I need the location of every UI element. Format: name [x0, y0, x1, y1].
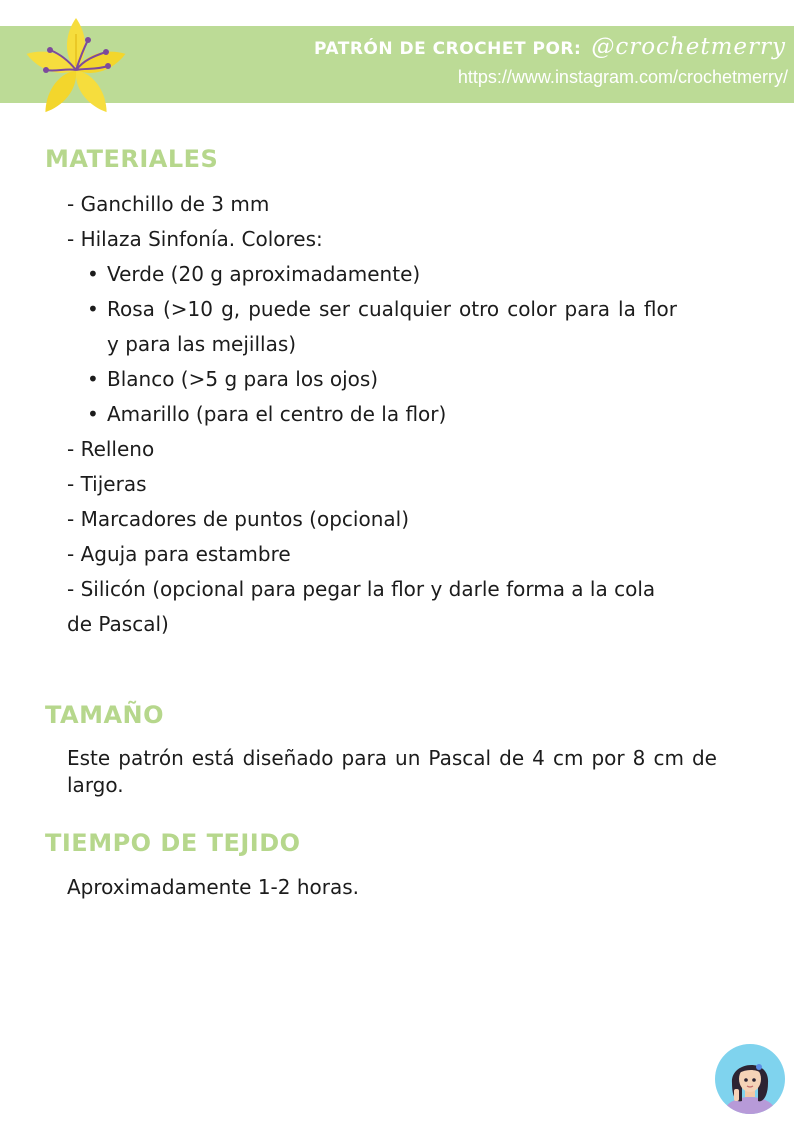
header-handle[interactable]: @crochetmerry	[591, 34, 786, 60]
material-yarn: - Hilaza Sinfonía. Colores:	[67, 227, 323, 251]
time-description: Aproximadamente 1-2 horas.	[67, 875, 360, 899]
instagram-url-link[interactable]: https://www.instagram.com/crochetmerry/	[457, 67, 788, 87]
yarn-color-item: • Amarillo (para el centro de la flor)	[87, 397, 677, 432]
material-hook: - Ganchillo de 3 mm	[67, 192, 270, 216]
crochet-girl-avatar-icon	[714, 1043, 786, 1115]
yarn-color-list	[67, 257, 677, 432]
header-credit	[314, 34, 786, 60]
materiales-heading: MATERIALES	[45, 145, 219, 173]
material-item: - Tijeras	[67, 472, 147, 496]
yarn-color-item: • Verde (20 g aproximadamente)	[87, 257, 677, 292]
material-item: - Marcadores de puntos (opcional)	[67, 507, 409, 531]
yarn-color-item: • Rosa (>10 g, puede ser cualquier otro color para la flor y para las mejillas)	[87, 292, 677, 362]
header-title: PATRÓN DE CROCHET POR:	[314, 39, 582, 59]
material-item: - Relleno	[67, 437, 155, 461]
size-description: Este patrón está diseñado para un Pascal de 4 cm por 8 cm de largo.	[67, 746, 717, 797]
tamano-heading: TAMAÑO	[45, 701, 165, 729]
yarn-color-item: • Blanco (>5 g para los ojos)	[87, 362, 677, 397]
tiempo-heading: TIEMPO DE TEJIDO	[45, 829, 301, 857]
material-item: - Aguja para estambre	[67, 542, 291, 566]
material-item: - Silicón (opcional para pegar la flor y darle forma a la cola de Pascal)	[67, 577, 656, 636]
materials-list	[67, 187, 677, 642]
lily-flower-icon	[20, 12, 132, 120]
